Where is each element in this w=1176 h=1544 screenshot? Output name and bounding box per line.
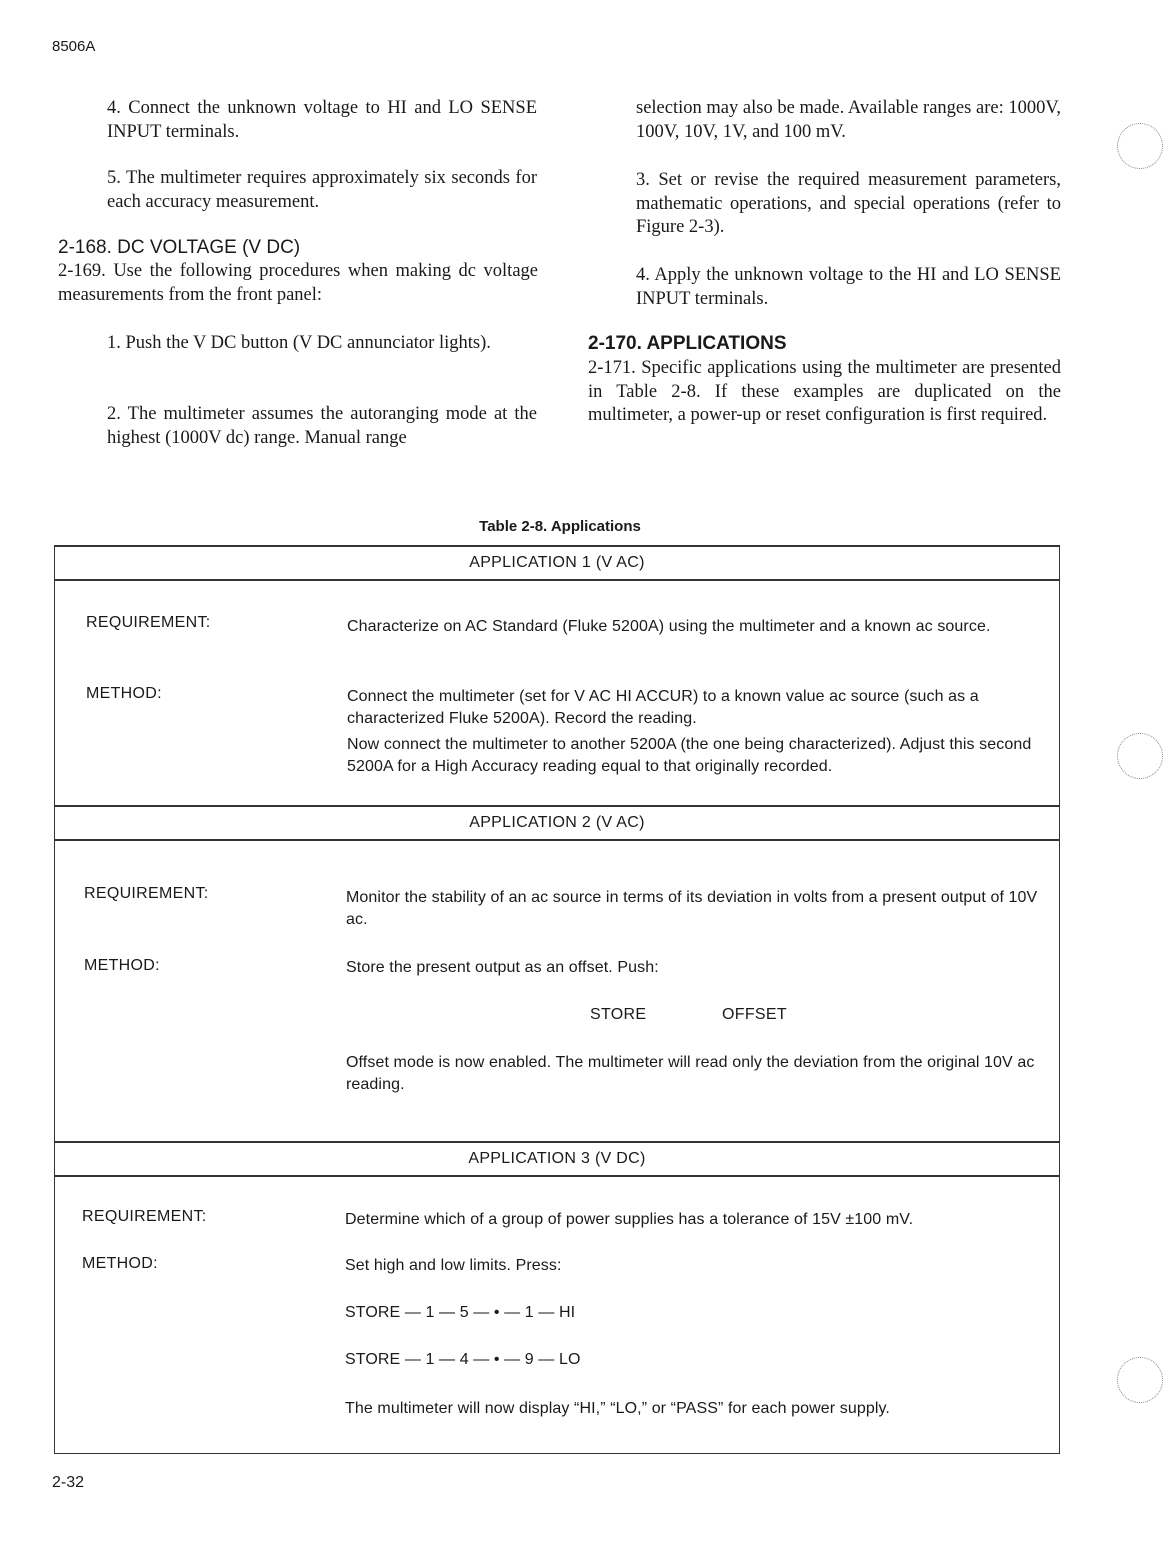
binder-hole-icon — [1117, 123, 1163, 169]
document-id: 8506A — [52, 38, 96, 55]
method-text: The multimeter will now display “HI,” “LO,” or “PASS” for each power supply. — [345, 1400, 890, 1417]
method-label: METHOD: — [86, 685, 162, 702]
binder-hole-icon — [1117, 1357, 1163, 1403]
paragraph-2-171: 2-171. Specific applications using the multimeter are presented in Table 2-8. If these examples are duplicated on the multimeter, a power-up or reset configuration is first required. — [588, 358, 1061, 425]
store-key: STORE — [590, 1006, 647, 1023]
method-text: Set high and low limits. Press: — [345, 1257, 562, 1274]
paragraph-2-169: 2-169. Use the following procedures when making dc voltage measurements from the front panel: — [58, 261, 538, 305]
requirement-text: Characterize on AC Standard (Fluke 5200A) using the multimeter and a known ac source. — [347, 618, 991, 635]
section-heading-2-170: 2-170. APPLICATIONS — [588, 333, 787, 354]
dc-step-2-continued: selection may also be made. Available ranges are: 1000V, 100V, 10V, 1V, and 100 mV. — [636, 98, 1061, 142]
step-5-timing: 5. The multimeter requires approximately six seconds for each accuracy measurement. — [107, 168, 537, 212]
requirement-label: REQUIREMENT: — [82, 1208, 207, 1225]
requirement-text: Determine which of a group of power supplies has a tolerance of 15V ±100 mV. — [345, 1211, 914, 1228]
requirement-text: Monitor the stability of an ac source in terms of its deviation in volts from a present output of 10V ac. — [346, 889, 1038, 928]
lo-limit-key-sequence: STORE — 1 — 4 — • — 9 — LO — [345, 1351, 581, 1368]
method-label: METHOD: — [82, 1255, 158, 1272]
binder-hole-icon — [1117, 733, 1163, 779]
method-text: Connect the multimeter (set for V AC HI ACCUR) to a known value ac source (such as a characterized Fluke 5200A). Record the reading. — [347, 688, 979, 727]
dc-step-4: 4. Apply the unknown voltage to the HI and LO SENSE INPUT terminals. — [636, 265, 1061, 309]
step-4-connect: 4. Connect the unknown voltage to HI and LO SENSE INPUT terminals. — [107, 98, 537, 142]
dc-step-3: 3. Set or revise the required measurement parameters, mathematic operations, and special operations (refer to Figure 2-3). — [636, 170, 1061, 237]
application-3-header: APPLICATION 3 (V DC) — [54, 1141, 1060, 1177]
requirement-label: REQUIREMENT: — [86, 614, 211, 631]
application-2-header: APPLICATION 2 (V AC) — [54, 805, 1060, 841]
application-1-header: APPLICATION 1 (V AC) — [54, 545, 1060, 581]
offset-key: OFFSET — [722, 1006, 787, 1023]
method-text: Offset mode is now enabled. The multimeter will read only the deviation from the original 10V ac reading. — [346, 1054, 1035, 1093]
dc-step-2: 2. The multimeter assumes the autoranging mode at the highest (1000V dc) range. Manual range — [107, 404, 537, 448]
requirement-label: REQUIREMENT: — [84, 885, 209, 902]
page-number: 2-32 — [52, 1474, 85, 1491]
table-title: Table 2-8. Applications — [479, 518, 641, 535]
section-heading-2-168: 2-168. DC VOLTAGE (V DC) — [58, 237, 301, 258]
dc-step-1: 1. Push the V DC button (V DC annunciator lights). — [107, 333, 491, 353]
method-text: Store the present output as an offset. Push: — [346, 959, 659, 976]
method-text: Now connect the multimeter to another 5200A (the one being characterized). Adjust this second 5200A for a High Accuracy reading equal to that originally recorded. — [347, 736, 1032, 775]
method-label: METHOD: — [84, 957, 160, 974]
hi-limit-key-sequence: STORE — 1 — 5 — • — 1 — HI — [345, 1304, 576, 1321]
